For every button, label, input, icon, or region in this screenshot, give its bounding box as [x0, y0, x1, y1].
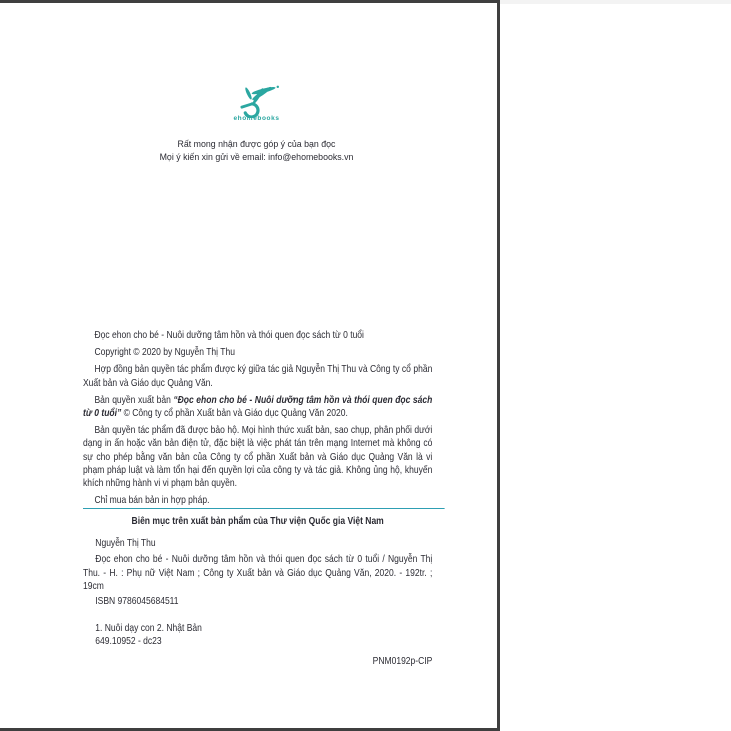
cip-divider-line	[83, 508, 445, 509]
copyright-line: Copyright © 2020 by Nguyễn Thị Thu	[94, 347, 235, 359]
cip-isbn: ISBN 9786045684511	[95, 596, 179, 608]
publisher-feedback-note	[16, 138, 497, 164]
cip-author: Nguyễn Thị Thu	[95, 538, 156, 550]
book-title-line: Đọc ehon cho bé - Nuôi dưỡng tâm hồn và thói quen đọc sách từ 0 tuổi	[94, 330, 364, 341]
rights-suffix: © Công ty cổ phần Xuất bản và Giáo dục Quảng Văn 2020.	[121, 408, 348, 420]
cip-ddc: 649.10952 - dc23	[95, 636, 162, 648]
contract-paragraph: Hợp đồng bản quyền tác phẩm được ký giữa tác giả Nguyễn Thị Thu và Công ty cổ phần Xuất bản và Giáo dục Quảng Văn.	[83, 364, 433, 389]
cip-code: PNM0192p-CIP	[372, 655, 433, 667]
publisher-brand-block	[0, 84, 497, 164]
feedback-line-2: Mọi ý kiến xin gửi về email: info@ehomebooks.vn	[159, 151, 354, 162]
cip-block	[83, 508, 445, 668]
legal-purchase-line: Chỉ mua bán bản in hợp pháp.	[94, 495, 210, 507]
cip-body	[83, 537, 432, 648]
cip-entry: Đọc ehon cho bé - Nuôi dưỡng tâm hồn và thói quen đọc sách từ 0 tuổi / Nguyễn Thị Thu. - H. : Phụ nữ Việt Nam ; Công ty Xuất bản và Giáo dục Quảng Văn, 2020. - 192tr. ; 19cm	[83, 554, 433, 592]
cip-subjects: 1. Nuôi dạy con 2. Nhật Bản	[95, 623, 202, 635]
viewer-top-strip	[500, 0, 731, 4]
copyright-text-block	[83, 329, 432, 507]
protection-paragraph: Bản quyền tác phẩm đã được bảo hộ. Mọi hình thức xuất bản, sao chụp, phân phối dưới dạng in ấn hoặc văn bản điện tử, đặc biệt là việc phát tán trên mạng Internet mà không có sự cho phép bằng văn bản của Công ty cổ phần Xuất bản và Giáo dục Quảng Văn là vi phạm pháp luật và làm tổn hại đến quyền lợi của công ty và tác giả. Không ủng hộ, khuyến khích những hành vi vi phạm bản quyền.	[83, 425, 433, 490]
feedback-line-1: Rất mong nhận được góp ý của bạn đọc	[177, 139, 336, 149]
rights-prefix: Bản quyền xuất bản	[94, 394, 174, 406]
cip-heading: Biên mục trên xuất bản phẩm của Thư viện Quốc gia Việt Nam	[131, 516, 384, 527]
ehomebooks-logo-icon: ehomebooks	[232, 84, 282, 119]
rights-book-title: “Đọc ehon cho bé - Nuôi dưỡng tâm hồn và thói quen đọc sách từ 0 tuổi”	[83, 394, 433, 420]
rights-paragraph	[83, 394, 432, 420]
